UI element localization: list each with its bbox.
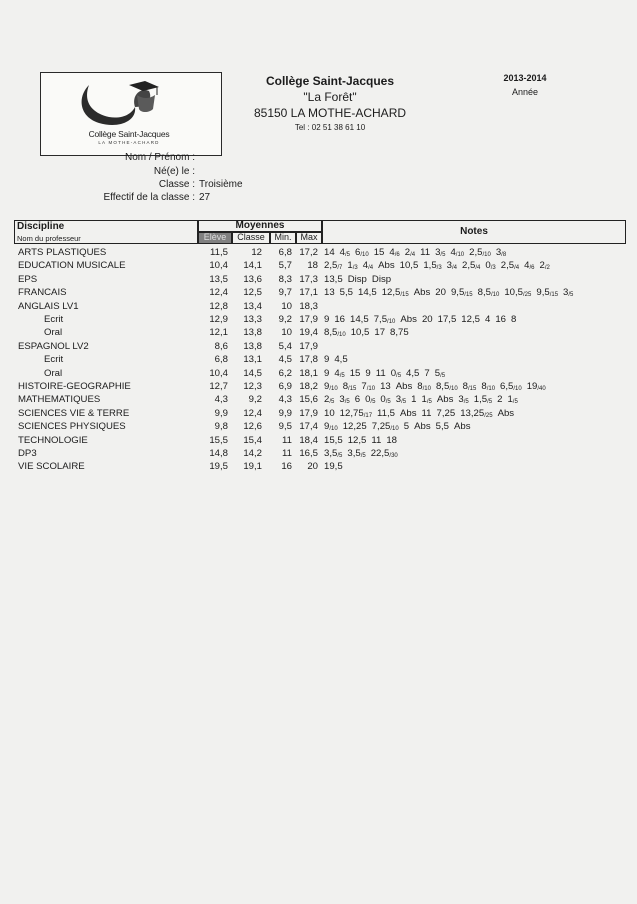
classe-average: 14,5 [243,367,262,379]
table-row [0,274,637,285]
min-average: 9,2 [278,314,292,325]
eleve-header: Elève [203,232,227,242]
min-average: 5,7 [278,260,292,272]
discipline-name: DP3 [18,448,37,459]
classe-average: 15,4 [243,434,262,446]
student-class-label: Classe : [158,179,195,190]
classe-average: 14,2 [243,448,262,459]
grade-notes: 9 16 14,5 $7,5_{/10}$ Abs 20 17,5 12,5 4 16 8 [324,314,517,325]
min-average: 11 [282,448,292,459]
classe-average: 13,8 [243,340,262,352]
grade-notes: 9 4,5 [324,354,348,366]
eleve-average: 15,5 [209,434,228,446]
max-average: 17,2 [299,247,318,258]
eleve-average: 14,8 [209,448,228,459]
grade-notes: $2_{/5}$ $3_{/5}$ 6 $0_{/5}$ $0_{/5}$ $3_{/5}$ 1 $1_{/5}$ Abs $3_{/5}$ $1,5_{/5}$ 2 $1_{/5}$ [324,394,518,406]
table-row [0,394,637,405]
table-row [0,314,637,325]
class-size-value: 27 [199,192,211,203]
min-average: 9,5 [278,421,292,433]
max-average: 18 [307,260,318,272]
classe-average: 13,6 [243,273,262,285]
discipline-name: VIE SCOLAIRE [18,461,85,473]
classe-header: Classe [237,232,265,242]
max-average: 18,3 [299,300,318,312]
min-average: 6,8 [278,247,292,258]
table-row [0,354,637,365]
classe-average: 12,6 [243,421,262,433]
eleve-average: 6,8 [214,354,228,366]
school-site: "La Forêt" [303,90,357,104]
max-average: 17,4 [299,421,318,433]
min-average: 10 [281,300,292,312]
grade-notes: $2,5_{/7}$ $1_{/3}$ $4_{/4}$ Abs 10,5 $1,5_{/3}$ $3_{/4}$ $2,5_{/4}$ $0_{/3}$ $2,5_{/4}$ $4_{/6}$ $2_{/2}$ [324,260,550,272]
min-average: 9,9 [278,407,292,419]
classe-average: 13,3 [243,314,262,325]
student-birth-label: Né(e) le : [153,166,195,177]
eleve-average: 9,8 [214,421,228,433]
table-row [0,381,637,392]
student-birth-row [0,166,637,179]
eleve-average: 10,4 [209,367,228,379]
discipline-name: TECHNOLOGIE [18,434,88,446]
min-average: 5,4 [278,340,292,352]
discipline-name: Ecrit [44,354,64,366]
max-average: 18,4 [299,434,318,446]
student-class-row [0,179,637,192]
max-header: Max [300,232,318,242]
max-average: 17,1 [299,287,318,299]
grade-notes: 10 $12,75_{/17}$ 11,5 Abs 11 7,25 $13,25_{/25}$ Abs [324,407,515,419]
eleve-average: 9,9 [214,407,228,419]
class-size-label: Effectif de la classe : [103,192,195,203]
grades-table-header [14,220,626,244]
max-average: 17,9 [299,340,318,352]
min-average: 8,3 [278,273,292,285]
student-name-row [0,152,637,165]
classe-average: 9,2 [248,394,262,406]
school-city: 85150 LA MOTHE-ACHARD [253,106,407,120]
grade-notes: $9_{/10}$ 12,25 $7,25_{/10}$ 5 Abs 5,5 Abs [324,421,471,433]
eleve-average: 4,3 [214,394,228,406]
min-average: 4,5 [278,354,292,366]
classe-average: 13,4 [243,300,262,312]
grade-notes: 13,5 Disp Disp [324,273,392,285]
eleve-average: 12,4 [209,287,228,299]
table-row [0,260,637,271]
discipline-name: ANGLAIS LV1 [18,300,79,312]
classe-average: 12,5 [243,287,262,299]
table-row [0,327,637,338]
grade-notes: $9_{/10}$ $8_{/15}$ $7_{/10}$ 13 Abs $8_{/10}$ $8,5_{/10}$ $8_{/15}$ $8_{/10}$ $6,5_{/10}$ $19_{/40}$ [324,381,546,392]
classe-average: 13,8 [243,327,262,339]
table-row [0,301,637,312]
min-average: 10 [281,327,292,339]
max-average: 17,8 [299,354,318,366]
moyennes-header: Moyennes [235,220,285,231]
eleve-average: 12,9 [209,314,228,325]
table-row [0,341,637,352]
classe-average: 12,3 [243,381,262,392]
classe-average: 12,4 [243,407,262,419]
discipline-name: EPS [18,273,38,285]
student-name-label: Nom / Prénom : [124,152,195,163]
eleve-average: 19,5 [209,461,228,473]
eleve-average: 12,8 [209,300,228,312]
eleve-average: 12,7 [209,381,228,392]
school-name: Collège Saint-Jacques [265,74,395,88]
classe-average: 14,1 [243,260,262,272]
teacher-header: Nom du professeur [17,234,81,243]
notes-header: Notes [460,226,488,237]
min-average: 9,7 [278,287,292,299]
table-row [0,247,637,258]
table-row [0,287,637,298]
table-row [0,448,637,459]
student-info [0,152,637,208]
min-average: 4,3 [278,394,292,406]
eleve-average: 10,4 [209,260,228,272]
grade-notes: 13 5,5 14,5 $12,5_{/15}$ Abs 20 $9,5_{/15}$ $8,5_{/10}$ $10,5_{/25}$ $9,5_{/15}$ $3_{/5}$ [324,287,574,299]
grade-notes: 9 $4_{/5}$ 15 9 11 $0_{/5}$ 4,5 7 $5_{/5}$ [324,367,446,379]
max-average: 18,1 [299,367,318,379]
max-average: 20 [307,461,318,473]
logo-school-name: Collège Saint-Jacques [88,129,170,139]
table-row [0,421,637,432]
table-row [0,461,637,472]
discipline-name: Ecrit [44,314,64,325]
eleve-average: 12,1 [209,327,228,339]
eleve-average: 13,5 [209,273,228,285]
max-average: 17,9 [299,407,318,419]
discipline-name: MATHEMATIQUES [18,394,101,406]
discipline-name: ESPAGNOL LV2 [18,340,89,352]
table-row [0,368,637,379]
grade-notes: 19,5 [324,461,343,473]
max-average: 17,9 [299,314,318,325]
discipline-name: HISTOIRE-GEOGRAPHIE [18,381,131,392]
discipline-name: ARTS PLASTIQUES [18,247,107,258]
grade-notes: $8,5_{/10}$ 10,5 17 8,75 [324,327,409,339]
eleve-average: 8,6 [214,340,228,352]
max-average: 15,6 [299,394,318,406]
discipline-name: EDUCATION MUSICALE [18,260,126,272]
class-size-row [0,192,637,205]
classe-average: 12 [251,247,262,258]
eleve-average: 11,5 [210,247,228,258]
school-phone: Tel : 02 51 38 61 10 [294,123,366,132]
grade-notes: 14 $4_{/5}$ $6_{/10}$ 15 $4_{/6}$ $2_{/4}$ 11 $3_{/5}$ $4_{/10}$ $2,5_{/10}$ $3_{/8}$ [324,247,507,258]
max-average: 18,2 [299,381,318,392]
min-average: 6,9 [278,381,292,392]
school-logo [40,72,222,156]
discipline-name: Oral [44,367,63,379]
table-row [0,435,637,446]
school-year: 2013-2014 [503,73,547,83]
discipline-name: Oral [44,327,63,339]
school-year-label: Année [511,87,539,97]
min-average: 11 [282,434,292,446]
min-average: 16 [281,461,292,473]
grade-notes: 15,5 12,5 11 18 [324,434,398,446]
classe-average: 19,1 [243,461,262,473]
max-average: 19,4 [299,327,318,339]
student-class-value: Troisième [199,179,243,190]
logo-school-town: LA MOTHE-ACHARD [98,140,160,145]
min-average: 6,2 [278,367,292,379]
discipline-name: SCIENCES PHYSIQUES [18,421,126,433]
min-header: Min. [274,232,292,242]
max-average: 17,3 [299,273,318,285]
grade-notes: $3,5_{/5}$ $3,5_{/5}$ $22,5_{/30}$ [324,448,398,459]
discipline-name: SCIENCES VIE & TERRE [18,407,130,419]
table-row [0,408,637,419]
school-crest-icon [69,77,189,129]
classe-average: 13,1 [243,354,262,366]
max-average: 16,5 [299,448,318,459]
discipline-name: FRANCAIS [18,287,67,299]
discipline-header: Discipline [17,221,65,232]
